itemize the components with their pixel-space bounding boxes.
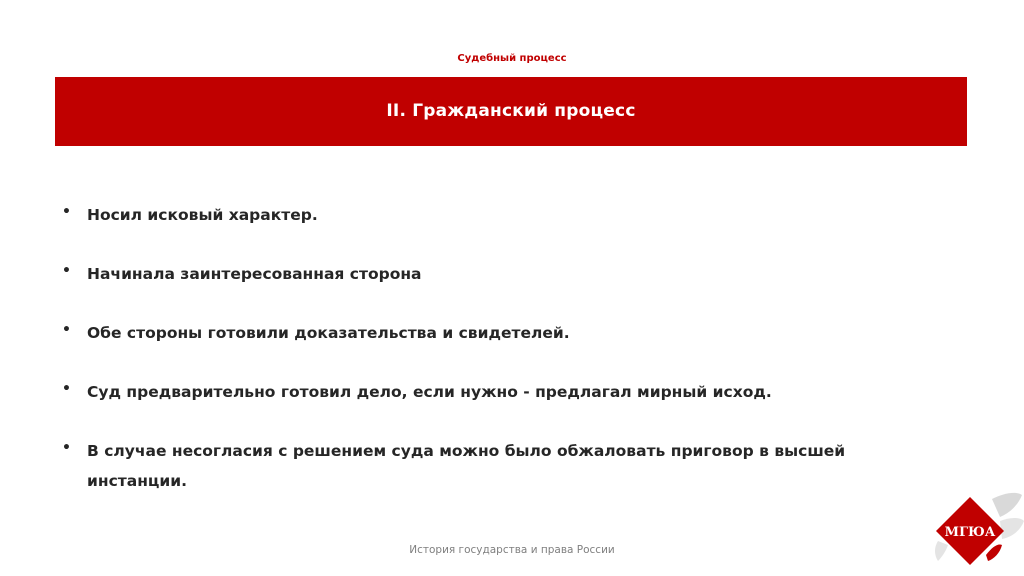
bullet-text: Суд предварительно готовил дело, если нужно - предлагал мирный исход.	[87, 383, 772, 401]
logo-accent-shape	[986, 544, 1002, 561]
slide-subtitle: Судебный процесс	[457, 53, 567, 64]
mgua-logo-icon	[930, 485, 1024, 576]
title-band	[55, 77, 967, 146]
logo-wing-shape	[935, 541, 948, 561]
bullet-mark: •	[62, 322, 71, 338]
logo-wing-shape	[992, 493, 1022, 517]
bullet-item	[62, 436, 942, 496]
bullet-text: В случае несогласия с решением суда можно было обжаловать приговор в высшей инстанции.	[87, 442, 846, 490]
bullet-mark: •	[62, 263, 71, 279]
bullet-text: Обе стороны готовили доказательства и свидетелей.	[87, 324, 570, 342]
bullet-mark: •	[62, 204, 71, 220]
bullet-item	[62, 318, 942, 348]
footer-text: История государства и права России	[409, 544, 615, 556]
bullet-item	[62, 377, 942, 407]
bullet-text: Начинала заинтересованная сторона	[87, 265, 422, 283]
slide-title: II. Гражданский процесс	[386, 100, 636, 121]
logo-text: МГЮА	[944, 525, 996, 540]
bullet-mark: •	[62, 440, 71, 456]
bullet-item	[62, 259, 942, 289]
bullet-mark: •	[62, 381, 71, 397]
logo-wing-shape	[1000, 518, 1024, 539]
bullet-text: Носил исковый характер.	[87, 206, 318, 224]
bullet-list	[62, 200, 942, 525]
bullet-item	[62, 200, 942, 230]
